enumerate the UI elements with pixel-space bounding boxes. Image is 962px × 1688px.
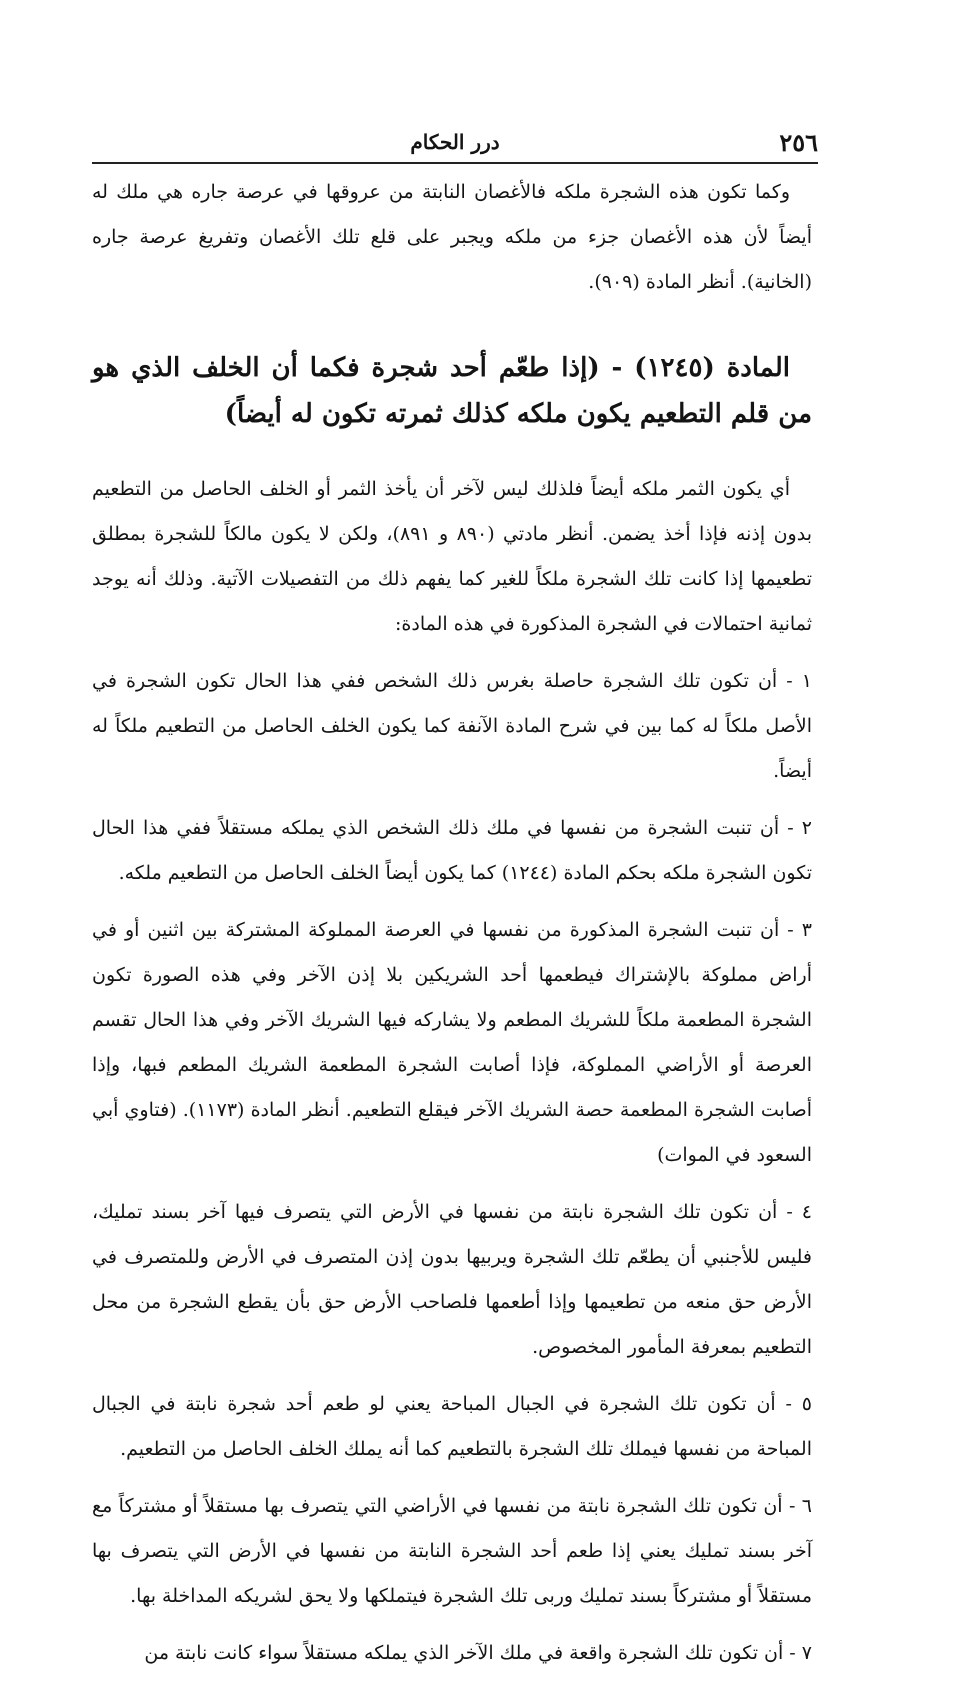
- list-item-7: ٧ - أن تكون تلك الشجرة واقعة في ملك الآخر الذي يملكه مستقلاً سواء كانت نابتة من: [144, 1642, 812, 1664]
- intro-paragraph: وكما تكون هذه الشجرة ملكه فالأغصان النابتة من عروقها في عرصة جاره هي ملك له أيضاً لأن هذه الأغصان جزء من ملكه ويجبر على قلع تلك الأغصان وتفريغ عرصة جاره (الخانية). أنظر المادة (٩٠٩).: [92, 181, 812, 293]
- page-header: [92, 128, 818, 162]
- explanation-paragraph: أي يكون الثمر ملكه أيضاً فلذلك ليس لآخر أن يأخذ الثمر أو الخلف الحاصل من التطعيم بدون إذنه فإذا أخذ يضمن. أنظر مادتي (٨٩٠ و ٨٩١)، ولكن لا يكون مالكاً للشجرة بمطلق تطعيمها إذا كانت تلك الشجرة ملكاً للغير كما يفهم ذلك من التفصيلات الآتية. وذلك أنه يوجد ثمانية احتمالات في الشجرة المذكورة في هذه المادة:: [92, 478, 812, 635]
- list-item-6: ٦ - أن تكون تلك الشجرة نابتة من نفسها في الأراضي التي يتصرف بها مستقلاً أو مشتركاً مع آخر بسند تمليك يعني إذا طعم أحد الشجرة النابتة من نفسها في الأرض التي يتصرف بها مستقلاً أو مشتركاً بسند تمليك وربى تلك الشجرة فيتملكها ولا يحق لشريكه المداخلة بها.: [92, 1495, 812, 1607]
- list-item-2: ٢ - أن تنبت الشجرة من نفسها في ملك ذلك الشخص الذي يملكه مستقلاً ففي هذا الحال تكون الشجرة ملكه بحكم المادة (١٢٤٤) كما يكون أيضاً الخلف الحاصل من التطعيم ملكه.: [92, 817, 812, 884]
- header-rule: [92, 162, 818, 164]
- list-item-1: ١ - أن تكون تلك الشجرة حاصلة بغرس ذلك الشخص ففي هذا الحال تكون الشجرة في الأصل ملكاً له كما بين في شرح المادة الآنفة كما يكون الخلف الحاصل من التطعيم ملكاً له أيضاً.: [92, 670, 812, 782]
- list-item-3: ٣ - أن تنبت الشجرة المذكورة من نفسها في العرصة المملوكة المشتركة بين اثنين أو في أراض مملوكة بالإشتراك فيطعمها أحد الشريكين بلا إذن الآخر وفي هذه الصورة تكون الشجرة المطعمة ملكاً للشريك المطعم ولا يشاركه فيها الشريك الآخر وفي هذا الحال تقسم العرصة أو الأراضي المملوكة، فإذا أصابت الشجرة المطعمة الشريك المطعم فبها، وإذا أصابت الشجرة المطعمة حصة الشريك الآخر فيقلع التطعيم. أنظر المادة (١١٧٣). (فتاوي أبي السعود في الموات): [92, 919, 812, 1166]
- body-text: [92, 170, 812, 1688]
- list-item-5: ٥ - أن تكون تلك الشجرة في الجبال المباحة يعني لو طعم أحد شجرة نابتة في الجبال المباحة من نفسها فيملك تلك الشجرة بالتطعيم كما أنه يملك الخلف الحاصل من التطعيم.: [92, 1393, 812, 1460]
- article-heading: المادة (١٢٤٥) - (إذا طعّم أحد شجرة فكما أن الخلف الذي هو من قلم التطعيم يكون ملكه كذلك ثمرته تكون له أيضاً): [92, 353, 812, 429]
- running-title: درر الحكام: [410, 130, 500, 154]
- page-number: ٢٥٦: [779, 128, 818, 157]
- list-item-4: ٤ - أن تكون تلك الشجرة نابتة من نفسها في الأرض التي يتصرف فيها آخر بسند تمليك، فليس للأجنبي أن يطعّم تلك الشجرة ويربيها بدون إذن المتصرف في الأرض وللمتصرف في الأرض حق منعه من تطعيمها وإذا أطعمها فلصاحب الأرض حق بأن يقطع الشجرة من محل التطعيم بمعرفة المأمور المخصوص.: [92, 1201, 812, 1358]
